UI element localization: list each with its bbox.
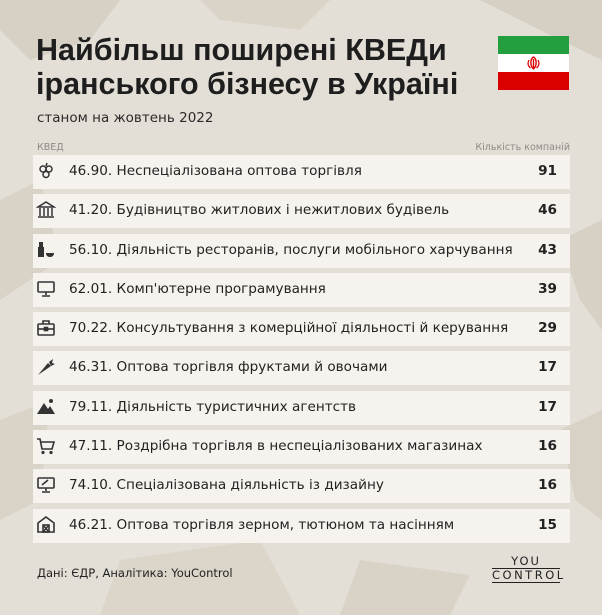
- table-row: [33, 234, 570, 268]
- design-monitor-icon: [36, 475, 56, 495]
- youcontrol-logo: [492, 554, 566, 583]
- row-label: 62.01. Комп'ютерне програмування: [69, 280, 326, 297]
- table-row: [33, 273, 570, 307]
- row-label: 70.22. Консультування з комерційної діяльності й керування: [69, 320, 509, 337]
- building-icon: [36, 200, 56, 220]
- cart-icon: [36, 436, 56, 456]
- barn-icon: [36, 515, 56, 535]
- kved-table: [33, 155, 570, 548]
- row-value: 15: [538, 516, 557, 533]
- row-label: 56.10. Діяльність ресторанів, послуги мобільного харчування: [69, 241, 513, 258]
- row-value: 91: [538, 163, 557, 179]
- column-header-kved: КВЕД: [37, 142, 64, 153]
- carrot-icon: [36, 357, 56, 377]
- row-label: 46.90. Неспеціалізована оптова торгівля: [69, 163, 362, 179]
- monitor-icon: [36, 279, 56, 299]
- grapes-icon: [36, 161, 56, 181]
- row-label: 41.20. Будівництво житлових і нежитлових будівель: [69, 202, 450, 219]
- flag-emblem-icon: [498, 54, 569, 72]
- row-value: 17: [538, 398, 557, 415]
- row-label: 74.10. Спеціалізована діяльність із дизайну: [69, 477, 384, 494]
- logo-top-text: YOU: [511, 554, 541, 568]
- iran-flag: [498, 36, 569, 90]
- restaurant-icon: [36, 240, 56, 260]
- table-row: [33, 391, 570, 425]
- page-subtitle: станом на жовтень 2022: [37, 110, 214, 126]
- table-row: [33, 194, 570, 228]
- briefcase-icon: [36, 318, 56, 338]
- page-title: Найбільш поширені КВЕДи іранського бізнесу в Україні: [36, 33, 459, 101]
- row-value: 16: [538, 438, 557, 455]
- table-row: [33, 469, 570, 503]
- table-row: [33, 351, 570, 385]
- table-row: [33, 312, 570, 346]
- mountain-icon: [36, 397, 56, 417]
- row-value: 46: [538, 202, 557, 219]
- row-value: 39: [538, 280, 557, 297]
- row-label: 47.11. Роздрібна торгівля в неспеціалізованих магазинах: [69, 438, 483, 455]
- row-value: 16: [538, 477, 557, 494]
- row-label: 46.31. Оптова торгівля фруктами й овочами: [69, 359, 388, 376]
- row-value: 43: [538, 241, 557, 258]
- row-label: 46.21. Оптова торгівля зерном, тютюном та насінням: [69, 516, 455, 533]
- row-value: 29: [538, 320, 557, 337]
- column-header-count: Кількість компаній: [475, 142, 570, 153]
- table-row: [33, 509, 570, 543]
- table-row: [33, 430, 570, 464]
- logo-bottom-text: CONTROL: [492, 568, 566, 582]
- row-value: 17: [538, 359, 557, 376]
- table-row: [33, 155, 570, 189]
- data-source-note: Дані: ЄДР, Аналітика: YouControl: [37, 566, 233, 580]
- row-label: 79.11. Діяльність туристичних агентств: [69, 398, 357, 415]
